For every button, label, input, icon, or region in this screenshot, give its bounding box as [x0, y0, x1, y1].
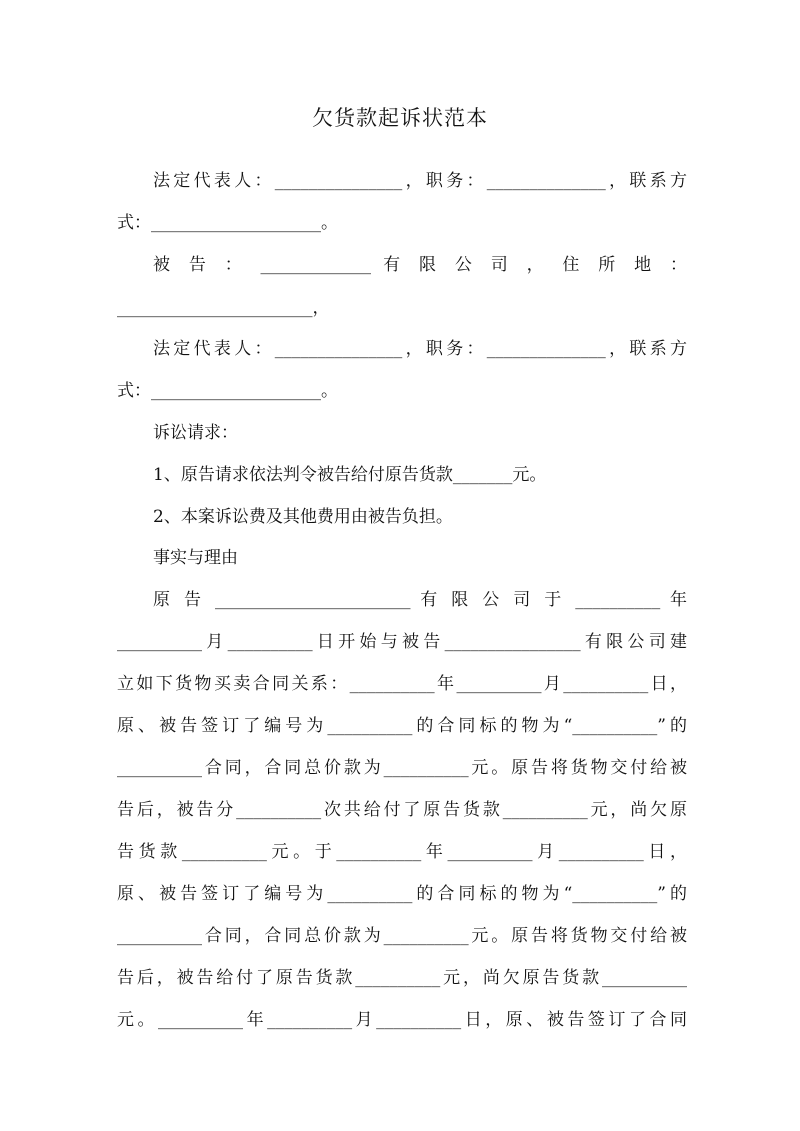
text-line: 事实与理由	[153, 548, 238, 568]
text-line: 告货款__________元。于__________年__________月__________日，	[117, 842, 687, 862]
text-line: 原、被告签订了编号为__________的合同标的物为“__________”的	[117, 716, 687, 736]
text-line: 立如下货物买卖合同关系：__________年__________月__________日，	[117, 674, 687, 694]
text-line: 式：____________________。	[117, 213, 338, 233]
text-line: 2、本案诉讼费及其他费用由被告负担。	[153, 507, 453, 527]
text-line: 被 告 ： _____________ 有 限 公 司 ， 住 所 地 ：	[153, 255, 687, 275]
text-line: _______________________，	[117, 298, 330, 318]
text-line: __________月__________日开始与被告________________有限公司建	[117, 632, 687, 652]
text-line: 诉讼请求：	[153, 423, 238, 443]
text-line: __________合同，合同总价款为__________元。原告将货物交付给被	[117, 758, 687, 778]
text-line: 告后，被告分__________次共给付了原告货款__________元，尚欠原	[117, 800, 687, 820]
text-line: __________合同，合同总价款为__________元。原告将货物交付给被	[117, 926, 687, 946]
text-line: 法定代表人：_______________，职务：______________，联系方	[153, 339, 687, 359]
text-line: 告后，被告给付了原告货款__________元，尚欠原告货款__________	[117, 968, 687, 988]
text-line: 1、原告请求依法判令被告给付原告货款_______元。	[153, 465, 547, 485]
text-line: 原 告 _______________________ 有 限 公 司 于 __________ 年	[153, 590, 687, 610]
text-line: 原、被告签订了编号为__________的合同标的物为“__________”的	[117, 884, 687, 904]
document-title: 欠货款起诉状范本	[312, 106, 488, 130]
text-line: 法定代表人：_______________，职务：______________，联系方	[153, 171, 687, 191]
text-line: 式：____________________。	[117, 381, 338, 401]
text-line: 元。__________年__________月__________日，原、被告签订了合同	[117, 1010, 687, 1030]
